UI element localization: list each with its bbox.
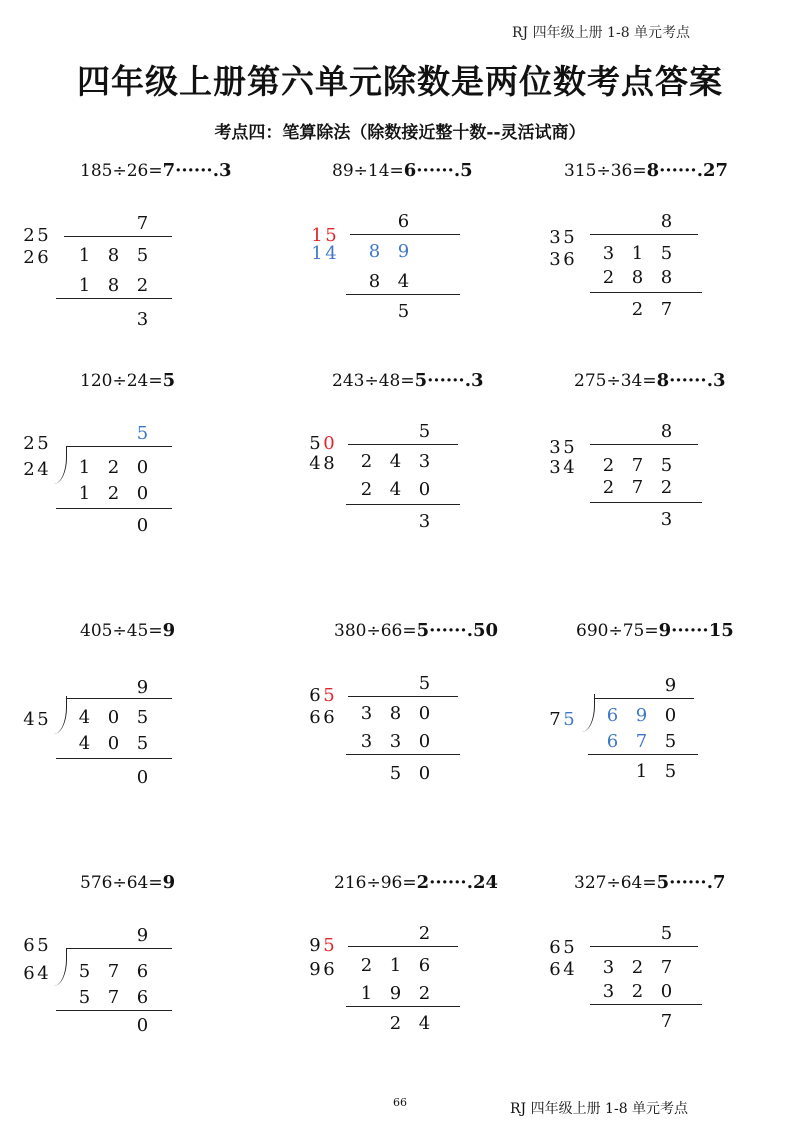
division-bar — [66, 446, 172, 447]
remainder: 1 5 — [635, 761, 677, 782]
product: 1 9 2 — [360, 983, 431, 1004]
subtraction-bar — [590, 502, 702, 503]
expression: 690÷75= — [576, 621, 659, 641]
equation — [332, 370, 484, 391]
remainder: 0 — [136, 1015, 149, 1036]
division-bracket — [576, 694, 595, 732]
divisor-estimate: 3 5 — [549, 437, 575, 458]
quotient: 5 — [136, 423, 149, 444]
equation — [80, 160, 232, 181]
divisor: 2 4 — [23, 459, 49, 480]
subtraction-bar — [346, 294, 460, 295]
subtraction-bar — [346, 1006, 460, 1007]
problem-2 — [280, 160, 520, 360]
answer: 9 — [162, 872, 176, 893]
expression: 216÷96= — [334, 873, 417, 893]
divisor-estimate: 5 0 — [309, 433, 335, 454]
answer: 5······.7 — [656, 872, 726, 893]
divisor-estimate: 6 5 — [23, 935, 49, 956]
subtraction-bar — [56, 298, 172, 299]
digit: 2 — [23, 247, 35, 268]
quotient: 5 — [418, 421, 431, 442]
division-bracket — [48, 696, 67, 734]
dividend: 4 0 5 — [78, 707, 149, 728]
subtraction-bar — [346, 504, 460, 505]
page-number: 66 — [393, 1096, 407, 1109]
subtraction-bar — [590, 1004, 702, 1005]
answer: 9 — [162, 620, 176, 641]
expression: 405÷45= — [80, 621, 163, 641]
divisor: 4 8 — [309, 453, 335, 474]
divisor: 3 4 — [549, 457, 575, 478]
quotient: 8 — [660, 211, 673, 232]
remainder: 2 4 — [389, 1013, 431, 1034]
problem-1 — [22, 160, 262, 360]
equation — [574, 872, 726, 893]
dividend: 3 1 5 — [602, 243, 673, 264]
division-bar — [594, 698, 694, 699]
product: 2 8 8 — [602, 267, 673, 288]
expression: 327÷64= — [574, 873, 657, 893]
division-bar — [590, 444, 698, 445]
dividend: 1 8 5 — [78, 245, 149, 266]
division-bracket — [48, 948, 67, 986]
product: 1 8 2 — [78, 275, 149, 296]
remainder: 3 — [136, 309, 149, 330]
equation — [564, 160, 728, 181]
divisor: 6 4 — [23, 963, 49, 984]
answer: 5······.50 — [416, 620, 499, 641]
divisor-estimate: 9 5 — [309, 935, 335, 956]
answer: 5······.3 — [414, 370, 484, 391]
division-bar — [66, 948, 172, 949]
divisor: 6 4 — [549, 959, 575, 980]
division-bar — [66, 698, 172, 699]
equation — [574, 370, 726, 391]
problem-9 — [548, 620, 788, 820]
quotient — [70, 212, 157, 236]
expression: 185÷26= — [80, 161, 163, 181]
problem-12 — [548, 872, 788, 1072]
remainder: 3 — [660, 509, 673, 530]
dividend: 6 9 0 — [606, 705, 677, 726]
expression: 275÷34= — [574, 371, 657, 391]
product: 3 3 0 — [360, 731, 431, 752]
divisor-estimate — [22, 224, 50, 248]
digit: 5 — [37, 225, 49, 246]
dividend: 5 7 6 — [78, 961, 149, 982]
divisor-estimate: 6 5 — [309, 685, 335, 706]
remainder: 0 — [136, 515, 149, 536]
subtraction-bar — [56, 508, 172, 509]
answer: 6······.5 — [403, 160, 473, 181]
problem-8 — [308, 620, 548, 820]
division-bar — [64, 236, 172, 237]
answer: 8······.3 — [656, 370, 726, 391]
problem-5 — [308, 370, 548, 570]
divisor: 1 4 — [311, 243, 337, 264]
digit: 7 — [136, 213, 149, 234]
expression: 243÷48= — [332, 371, 415, 391]
subtraction-bar — [56, 758, 172, 759]
quotient: 9 — [136, 677, 149, 698]
answer: 2······.24 — [416, 872, 499, 893]
problem-6 — [548, 370, 788, 570]
product: 8 4 — [368, 271, 410, 292]
quotient: 9 — [664, 675, 677, 696]
quotient: 2 — [418, 923, 431, 944]
dividend: 3 8 0 — [360, 703, 431, 724]
quotient: 6 — [397, 211, 410, 232]
equation — [80, 872, 175, 893]
problem-3 — [548, 160, 788, 360]
dividend: 8 9 — [368, 241, 410, 262]
product: 2 4 0 — [360, 479, 431, 500]
answer: 9······15 — [658, 620, 734, 641]
division-bracket — [48, 446, 67, 484]
remainder: 5 — [397, 301, 410, 322]
product: 5 7 6 — [78, 987, 149, 1008]
expression: 380÷66= — [334, 621, 417, 641]
dividend: 2 7 5 — [602, 455, 673, 476]
quotient: 5 — [418, 673, 431, 694]
quotient: 5 — [660, 923, 673, 944]
answer: 8······.27 — [646, 160, 729, 181]
quotient: 9 — [136, 925, 149, 946]
answer: 7······.3 — [162, 160, 232, 181]
divisor: 3 6 — [549, 249, 575, 270]
problem-7 — [22, 620, 262, 820]
dividend: 1 2 0 — [78, 457, 149, 478]
subtraction-bar — [588, 754, 698, 755]
remainder: 2 7 — [631, 299, 673, 320]
problem-4 — [22, 370, 262, 570]
equation — [334, 620, 498, 641]
subtraction-bar — [56, 1010, 172, 1011]
digit: 6 — [37, 247, 49, 268]
answer: 5 — [162, 370, 176, 391]
product: 3 2 0 — [602, 981, 673, 1002]
remainder: 5 0 — [389, 763, 431, 784]
section-subtitle: 考点四：笔算除法（除数接近整十数--灵活试商） — [214, 123, 586, 143]
division-bar — [348, 444, 458, 445]
equation — [334, 872, 498, 893]
dividend: 2 1 6 — [360, 955, 431, 976]
equation — [80, 620, 175, 641]
dividend: 2 4 3 — [360, 451, 431, 472]
division-bar — [590, 946, 698, 947]
divisor-estimate: 6 5 — [549, 937, 575, 958]
footer-note: RJ 四年级上册 1-8 单元考点 — [510, 1101, 689, 1117]
product: 2 7 2 — [602, 477, 673, 498]
equation — [80, 370, 175, 391]
product: 6 7 5 — [606, 731, 677, 752]
quotient: 8 — [660, 421, 673, 442]
expression: 315÷36= — [564, 161, 647, 181]
divisor — [22, 246, 50, 270]
expression: 120÷24= — [80, 371, 163, 391]
product: 1 2 0 — [78, 483, 149, 504]
equation — [576, 620, 734, 641]
divisor-estimate: 3 5 — [549, 227, 575, 248]
problem-11 — [308, 872, 548, 1072]
divisor: 4 5 — [23, 709, 49, 730]
expression: 89÷14= — [332, 161, 404, 181]
subtraction-bar — [590, 292, 702, 293]
header-note: RJ 四年级上册 1-8 单元考点 — [512, 25, 691, 41]
dividend: 3 2 7 — [602, 957, 673, 978]
remainder: 7 — [660, 1011, 673, 1032]
divisor-estimate: 2 5 — [23, 433, 49, 454]
divisor: 9 6 — [309, 959, 335, 980]
problem-10 — [22, 872, 262, 1072]
product: 4 0 5 — [78, 733, 149, 754]
divisor-estimate: 1 5 — [311, 225, 337, 246]
division-bar — [350, 234, 460, 235]
digit: 2 — [23, 225, 35, 246]
page-title: 四年级上册第六单元除数是两位数考点答案 — [77, 62, 723, 101]
remainder: 3 — [418, 511, 431, 532]
divisor: 7 5 — [549, 709, 575, 730]
division-bar — [348, 696, 458, 697]
remainder: 0 — [136, 767, 149, 788]
divisor: 6 6 — [309, 707, 335, 728]
division-bar — [590, 234, 698, 235]
division-bar — [348, 946, 458, 947]
subtraction-bar — [346, 754, 460, 755]
equation — [332, 160, 473, 181]
expression: 576÷64= — [80, 873, 163, 893]
